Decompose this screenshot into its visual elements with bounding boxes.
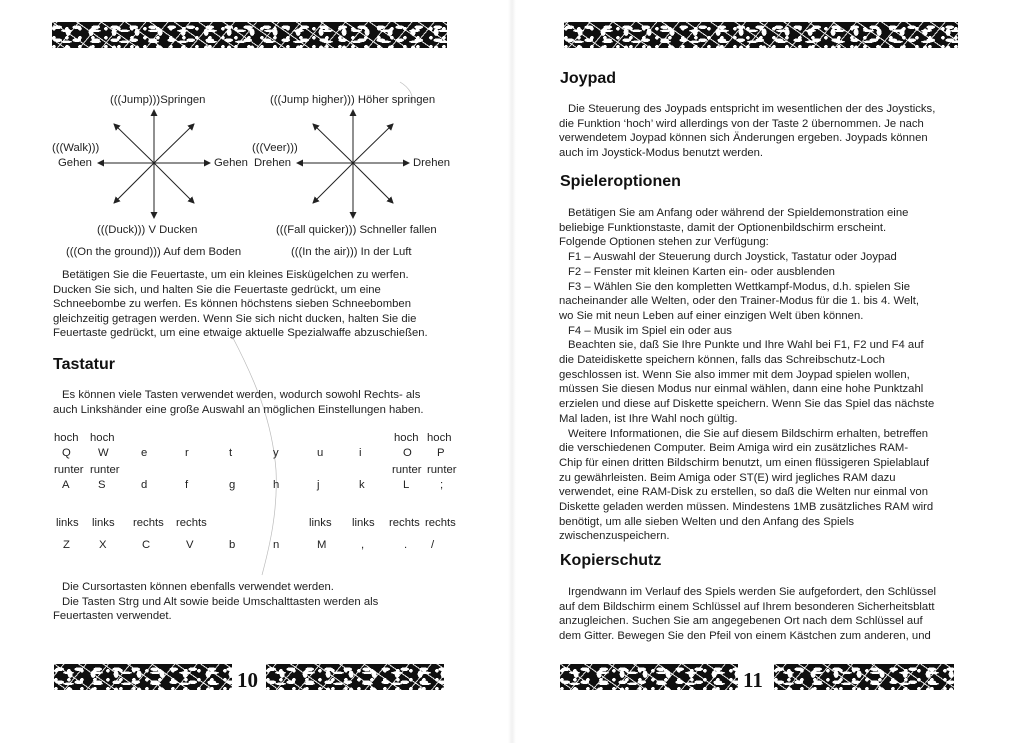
tastatur-paragraph xyxy=(53,388,453,417)
key-label: hoch xyxy=(394,432,419,444)
key: . xyxy=(404,539,408,551)
text-line: Betätigen Sie die Feuertaste, um ein kleines Eiskügelchen zu werfen. xyxy=(62,269,409,281)
tastatur-heading: Tastatur xyxy=(53,356,115,373)
text-line: Weitere Informationen, die Sie auf diesem Bildschirm erhalten, betreffen xyxy=(568,427,929,440)
key-label: hoch xyxy=(54,432,79,444)
key-label: rechts xyxy=(133,517,164,529)
key: d xyxy=(141,479,148,491)
key: , xyxy=(361,539,365,551)
bottom-decorative-border-left xyxy=(560,664,738,690)
key: k xyxy=(359,479,365,491)
text-line: F1 – Auswahl der Steuerung durch Joystick, Tastatur oder Joypad xyxy=(568,251,897,264)
text-line: die verschiedenen Computer. Beim Amiga wird ein zusätzliches RAM- xyxy=(559,442,909,455)
page-number: 11 xyxy=(743,668,763,692)
text-line: geschlossen ist. Wenn Sie also immer mit dem Joypad spielen wollen, xyxy=(559,368,910,381)
turn-right-label: Drehen xyxy=(413,157,451,169)
key: M xyxy=(317,539,327,551)
text-line: Die Steuerung des Joypads entspricht im wesentlichen der des Joysticks, xyxy=(568,103,936,115)
key-label: links xyxy=(309,517,332,529)
key-label: runter xyxy=(90,464,120,476)
right-page xyxy=(512,0,1024,743)
copy-protection-heading: Kopierschutz xyxy=(560,552,662,569)
key-label: rechts xyxy=(176,517,207,529)
text-line: zu gewährleisten. Beim Amiga oder ST(E) wird jegliches RAM dazu xyxy=(559,471,896,484)
text-line: Folgende Optionen stehen zur Verfügung: xyxy=(559,236,769,249)
game-options-paragraph xyxy=(559,206,984,544)
key-label: links xyxy=(92,517,115,529)
fall-quicker-label: (((Fall quicker))) Schneller fallen xyxy=(276,224,437,236)
text-line: Es können viele Tasten verwendet werden, wodurch sowohl Rechts- als xyxy=(62,389,421,401)
key: / xyxy=(431,539,435,551)
walk-right-label: Gehen xyxy=(214,157,248,169)
text-line: zwischenzuspeichern. xyxy=(559,530,670,543)
text-line: verwendet, eine RAM-Disk zu erstellen, so daß die Welten nur einmal von xyxy=(559,486,928,499)
veer-label: (((Veer))) xyxy=(252,142,298,154)
turn-left-label: Drehen xyxy=(254,157,292,169)
joypad-paragraph xyxy=(559,102,979,160)
key-label: rechts xyxy=(389,517,420,529)
text-line: verwendetem Joypad können sich Änderungen ergeben. Joypads können xyxy=(559,132,928,145)
key: X xyxy=(99,539,107,551)
key: W xyxy=(98,447,109,459)
key-label: rechts xyxy=(425,517,456,529)
text-line: F3 – Wählen Sie den kompletten Wettkampf-Modus, d.h. spielen Sie xyxy=(568,280,911,293)
key: Z xyxy=(63,539,70,551)
walk-label: (((Walk))) xyxy=(52,142,100,154)
text-line: Schneebombe zu werfen. Es können höchstens sieben Schneebomben xyxy=(53,298,411,311)
key-label: runter xyxy=(54,464,84,476)
key-label: runter xyxy=(427,464,457,476)
bottom-decorative-border-left xyxy=(54,664,232,690)
page-number: 10 xyxy=(237,668,258,692)
key: L xyxy=(403,479,410,491)
text-line: F4 – Musik im Spiel ein oder aus xyxy=(568,324,732,337)
walk-left-label: Gehen xyxy=(58,157,92,169)
text-line: Diskette geladen werden müssen. Mindestens 1MB zusätzliches RAM wird xyxy=(559,501,934,514)
key-label: links xyxy=(352,517,375,529)
key: C xyxy=(142,539,151,551)
key: y xyxy=(273,447,279,459)
on-ground-label: (((On the ground))) Auf dem Boden xyxy=(66,246,242,258)
key: Q xyxy=(62,447,71,459)
key: b xyxy=(229,539,236,551)
key: t xyxy=(229,447,233,459)
text-line: auf dem Bildschirm einem Schlüssel auf Ihrem besonderen Sicherheitsblatt xyxy=(559,600,935,613)
text-line: müssen Sie diesen Modus nur einmal wählen, dann eine hohe Punktzahl xyxy=(559,383,924,396)
jump-higher-label: (((Jump higher))) Höher springen xyxy=(270,94,436,106)
game-options-heading: Spieleroptionen xyxy=(560,173,681,190)
key-label: hoch xyxy=(90,432,115,444)
text-line: anzugleichen. Suchen Sie am angegebenen Ort nach dem Schlüssel auf xyxy=(559,615,923,628)
bottom-decorative-border-right xyxy=(266,664,444,690)
copy-protection-paragraph xyxy=(559,585,984,643)
text-line: Mal laden, ist Ihre Wahl noch gültig. xyxy=(559,412,738,425)
in-air-label: (((In the air))) In der Luft xyxy=(291,246,412,258)
text-line: Die Cursortasten können ebenfalls verwendet werden. xyxy=(62,581,334,593)
key: S xyxy=(98,479,106,491)
text-line: Beachten sie, daß Sie Ihre Punkte und Ihre Wahl bei F1, F2 und F4 auf xyxy=(568,339,924,352)
bottom-decorative-border-right xyxy=(774,664,954,690)
key: A xyxy=(62,479,70,491)
text-line: die Funktion ‘hoch’ wird allerdings von der Taste 2 übernommen. Je nach xyxy=(559,117,924,130)
key: ; xyxy=(440,479,444,491)
text-line: Betätigen Sie am Anfang oder während der Spieldemonstration eine xyxy=(568,207,909,219)
text-line: F2 – Fenster mit kleinen Karten ein- oder ausblenden xyxy=(568,265,835,278)
key: V xyxy=(186,539,194,551)
text-line: Chip für einen dritten Bildschirm benutzt, um einen flüssigeren Spielablauf xyxy=(559,456,929,469)
key: h xyxy=(273,479,280,491)
key-label: runter xyxy=(392,464,422,476)
key: j xyxy=(317,479,320,491)
text-line: beliebige Funktionstaste, damit der Optionenbildschirm erscheint. xyxy=(559,221,887,234)
top-decorative-border xyxy=(564,22,958,48)
key: i xyxy=(359,447,362,459)
key: r xyxy=(185,447,189,459)
key: f xyxy=(185,479,189,491)
key: O xyxy=(403,447,412,459)
jump-label: (((Jump)))Springen xyxy=(110,94,206,106)
key: e xyxy=(141,447,148,459)
text-line: wo Sie mit neun Leben auf einer einzigen Welt üben können. xyxy=(559,309,864,322)
text-line: Feuertaste gedrückt, um eine etwaige aktuelle Spezialwaffe abzuschießen. xyxy=(53,327,428,340)
cursor-keys-paragraph xyxy=(53,580,453,624)
text-line: die Dateidiskette speichern können, falls das Schreibschutz-Loch xyxy=(559,354,885,367)
key: u xyxy=(317,447,324,459)
text-line: nacheinander alle Welten, oder den Trainer-Modus für die 1. bis 4. Welt, xyxy=(559,295,920,308)
text-line: erzielen und diese auf Diskette speichern. Wenn Sie das Spiel das nächste xyxy=(559,398,935,411)
text-line: Die Tasten Strg und Alt sowie beide Umschalttasten werden als xyxy=(62,595,379,608)
fire-button-paragraph xyxy=(53,268,453,341)
key: P xyxy=(437,447,445,459)
text-line: Ducken Sie sich, und halten Sie die Feuertaste gedrückt, um eine xyxy=(53,283,381,296)
key: n xyxy=(273,539,280,551)
text-line: Feuertasten verwendet. xyxy=(53,610,172,623)
text-line: gleichzeitig getragen werden. Wenn Sie sich nicht ducken, halten Sie die xyxy=(53,312,417,325)
key-label: links xyxy=(56,517,79,529)
text-line: dem Gitter. Bewegen Sie den Pfeil von einem Kästchen zum anderen, und xyxy=(559,629,931,642)
key-label: hoch xyxy=(427,432,452,444)
text-line: benötigt, um alle sieben Welten und den Anfang des Spiels xyxy=(559,515,854,528)
text-line: auch im Joystick-Modus benutzt werden. xyxy=(559,146,764,159)
joypad-heading: Joypad xyxy=(560,70,617,87)
duck-label: (((Duck))) V Ducken xyxy=(97,224,198,236)
text-line: auch Linkshänder eine große Auswahl an möglichen Einstellungen haben. xyxy=(53,403,424,416)
text-line: Irgendwann im Verlauf des Spiels werden Sie aufgefordert, den Schlüssel xyxy=(568,586,936,598)
key: g xyxy=(229,479,236,491)
